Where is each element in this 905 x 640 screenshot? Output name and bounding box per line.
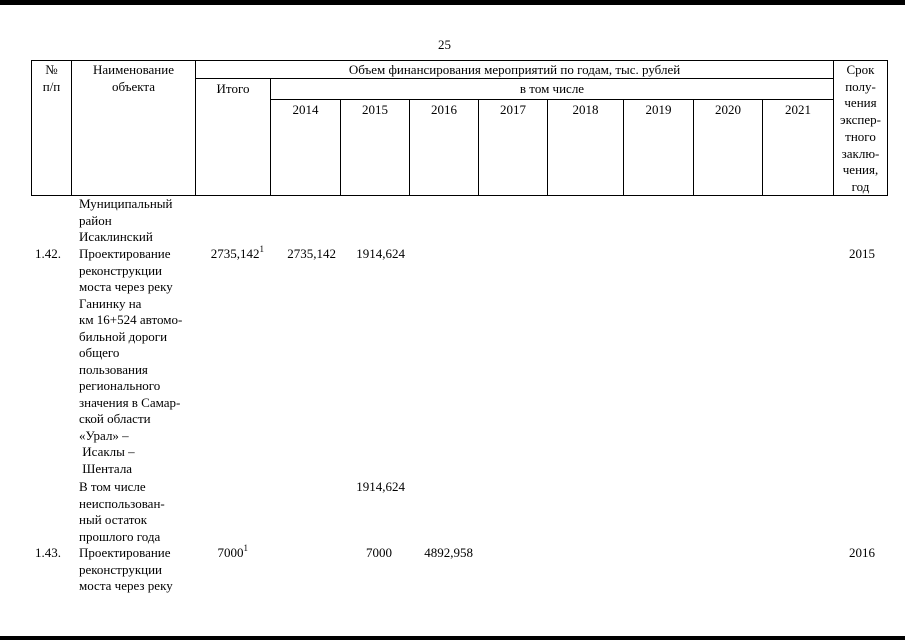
footnote-mark: 1 <box>243 543 248 553</box>
value-2015: 1914,624 <box>356 246 405 261</box>
footnote-mark: 1 <box>259 244 264 254</box>
section-title: Муниципальный район Исаклинский <box>79 196 173 244</box>
value-2016: 4892,958 <box>424 545 473 560</box>
term-year: 2015 <box>849 246 875 261</box>
col-name-header: Наименование объекта <box>93 62 174 94</box>
row-number: 1.43. <box>35 545 61 560</box>
year-header: 2016 <box>431 102 457 117</box>
year-header: 2019 <box>645 102 672 117</box>
year-header: 2014 <box>292 102 319 117</box>
object-name: Проектирование реконструкции моста через реку Ганинку на км 16+524 автомо- бильной дороги общего пользования регионального значения в Самар- ской области «Урал» – Исаклы – Шентала <box>79 246 183 476</box>
col-including-header: в том числе <box>519 81 585 96</box>
year-header: 2017 <box>500 102 526 117</box>
object-name: Проектирование реконструкции моста через реку <box>79 545 173 593</box>
value-2014: 2735,142 <box>287 246 336 261</box>
col-term-header: Срок полу- чения экспер- тного заклю- чения, год <box>840 62 881 194</box>
value-2015: 1914,624 <box>356 479 405 494</box>
year-header: 2020 <box>715 102 741 117</box>
year-header: 2021 <box>785 102 811 117</box>
col-num-header: № п/п <box>42 62 61 94</box>
page-number: 25 <box>438 37 451 52</box>
col-total-header: Итого <box>216 81 250 96</box>
object-name: В том числе неиспользован- ный остаток прошлого года <box>79 479 165 544</box>
year-header: 2018 <box>572 102 599 117</box>
term-year: 2016 <box>849 545 875 560</box>
value-2015: 7000 <box>366 545 392 560</box>
table-header <box>31 60 888 196</box>
row-number: 1.42. <box>35 246 61 261</box>
total-value: 2735,142$^1$ <box>210 244 264 261</box>
bottom-border <box>0 636 905 640</box>
total-value: 7000$^1$ <box>217 543 248 560</box>
year-header: 2015 <box>362 102 388 117</box>
top-border <box>0 0 905 5</box>
col-financing-header: Объем финансирования мероприятий по годам, тыс. рублей <box>348 62 681 77</box>
